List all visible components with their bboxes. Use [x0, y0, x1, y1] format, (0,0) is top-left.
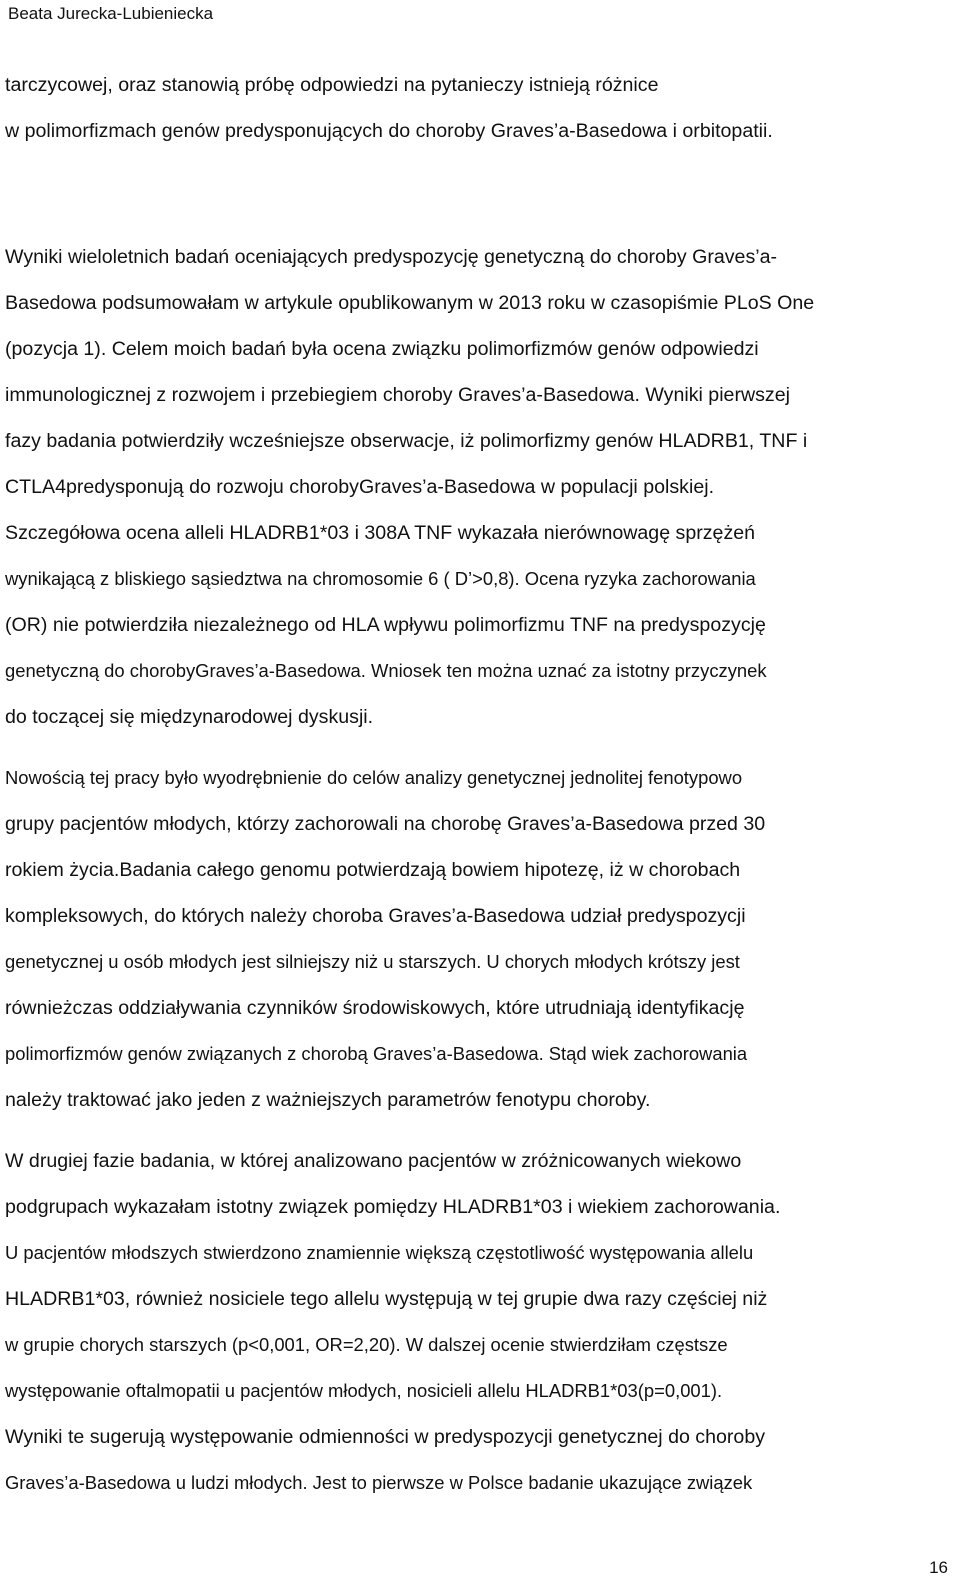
text-line: (pozycja 1). Celem moich badań była ocena związku polimorfizmów genów odpowiedzi: [5, 338, 759, 360]
text-line: immunologicznej z rozwojem i przebiegiem choroby Graves’a-Basedowa. Wyniki pierwszej: [5, 384, 790, 406]
text-line: do toczącej się międzynarodowej dyskusji.: [5, 706, 374, 728]
text-line: w polimorfizmach genów predysponujących do choroby Graves’a-Basedowa i orbitopatii.: [5, 120, 773, 142]
text-line: podgrupach wykazałam istotny związek pomiędzy HLADRB1*03 i wiekiem zachorowania.: [5, 1196, 781, 1218]
text-line: grupy pacjentów młodych, którzy zachorowali na chorobę Graves’a-Basedowa przed 30: [5, 813, 766, 835]
text-line: (OR) nie potwierdziła niezależnego od HLA wpływu polimorfizmu TNF na predyspozycję: [5, 614, 766, 636]
text-line: Szczegółowa ocena alleli HLADRB1*03 i 308A TNF wykazała nierównowagę sprzężeń: [5, 522, 756, 544]
text-line: HLADRB1*03, również nosiciele tego allelu występują w tej grupie dwa razy częściej niż: [5, 1288, 768, 1310]
text-line: Wyniki te sugerują występowanie odmienności w predyspozycji genetycznej do choroby: [5, 1426, 766, 1448]
text-line: W drugiej fazie badania, w której analizowano pacjentów w zróżnicowanych wiekowo: [5, 1150, 742, 1172]
text-line: wynikającą z bliskiego sąsiedztwa na chromosomie 6 ( D’>0,8). Ocena ryzyka zachorowania: [5, 568, 756, 589]
text-line: Wyniki wieloletnich badań oceniających predyspozycję genetyczną do choroby Graves’a-: [5, 246, 778, 268]
text-line: U pacjentów młodszych stwierdzono znamiennie większą częstotliwość występowania allelu: [5, 1242, 754, 1263]
text-line: CTLA4predysponują do rozwoju chorobyGraves’a-Basedowa w populacji polskiej.: [5, 476, 715, 498]
text-line: fazy badania potwierdziły wcześniejsze obserwacje, iż polimorfizmy genów HLADRB1, TNF i: [5, 430, 808, 452]
text-line: Graves’a-Basedowa u ludzi młodych. Jest to pierwsze w Polsce badanie ukazujące związek: [5, 1472, 753, 1493]
text-line: rokiem życia.Badania całego genomu potwierdzają bowiem hipotezę, iż w chorobach: [5, 859, 741, 881]
text-line: genetycznej u osób młodych jest silniejszy niż u starszych. U chorych młodych krótszy jest: [5, 951, 740, 972]
page-number: 16: [929, 1558, 948, 1577]
text-line: kompleksowych, do których należy choroba Graves’a-Basedowa udział predyspozycji: [5, 905, 746, 927]
text-line: równieżczas oddziaływania czynników środowiskowych, które utrudniają identyfikację: [5, 997, 745, 1019]
text-line: polimorfizmów genów związanych z chorobą Graves’a-Basedowa. Stąd wiek zachorowania: [5, 1043, 748, 1064]
text-line: należy traktować jako jeden z ważniejszych parametrów fenotypu choroby.: [5, 1089, 651, 1111]
text-line: w grupie chorych starszych (p<0,001, OR=2,20). W dalszej ocenie stwierdziłam częstsze: [5, 1334, 728, 1355]
text-line: genetyczną do chorobyGraves’a-Basedowa. Wniosek ten można uznać za istotny przyczynek: [5, 660, 767, 681]
text-line: tarczycowej, oraz stanowią próbę odpowiedzi na pytanieczy istnieją różnice: [5, 74, 659, 96]
running-header-author: Beata Jurecka-Lubieniecka: [8, 4, 214, 23]
text-line: Basedowa podsumowałam w artykule opublikowanym w 2013 roku w czasopiśmie PLoS One: [5, 292, 815, 314]
text-line: występowanie oftalmopatii u pacjentów młodych, nosicieli allelu HLADRB1*03(p=0,001).: [5, 1380, 723, 1401]
text-line: Nowością tej pracy było wyodrębnienie do celów analizy genetycznej jednolitej fenotypowo: [5, 767, 743, 788]
